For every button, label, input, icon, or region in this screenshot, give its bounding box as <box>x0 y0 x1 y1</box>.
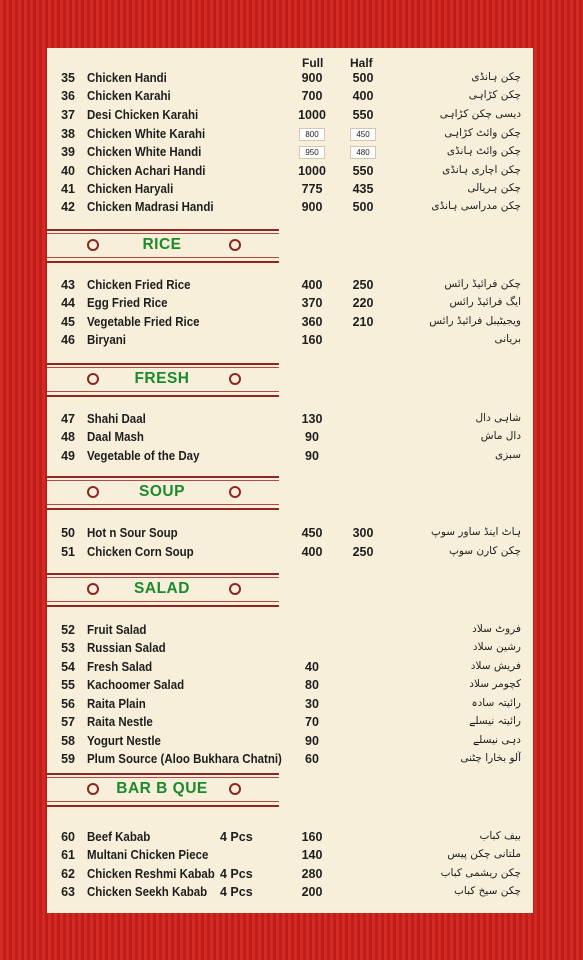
item-number: 49 <box>61 449 75 463</box>
item-pieces: 4 Pcs <box>220 867 253 881</box>
item-name: Chicken Seekh Kabab <box>87 885 208 899</box>
item-name: Desi Chicken Karahi <box>87 108 199 122</box>
menu-item-row[interactable] <box>47 182 533 200</box>
menu-item-row[interactable] <box>47 412 533 430</box>
section-ornament-left <box>87 373 99 385</box>
price-full: 400 <box>301 278 323 292</box>
price-full: 140 <box>301 848 323 862</box>
price-full: 1000 <box>298 108 326 122</box>
section-ornament-right <box>229 239 241 251</box>
item-name: Daal Mash <box>87 430 144 444</box>
section-rule-top-thin <box>47 777 279 778</box>
item-name: Vegetable of the Day <box>87 449 200 463</box>
item-name-urdu: شاہی دال <box>475 412 521 424</box>
item-name: Russian Salad <box>87 641 166 655</box>
item-name: Chicken Corn Soup <box>87 545 194 559</box>
price-half: 400 <box>352 89 374 103</box>
item-number: 45 <box>61 315 75 329</box>
price-full: 40 <box>305 660 319 674</box>
item-name-urdu: ویجیٹیبل فرائیڈ رائس <box>429 315 521 327</box>
item-number: 36 <box>61 89 75 103</box>
section-rule-bottom <box>47 261 279 263</box>
price-full: 1000 <box>298 164 326 178</box>
item-name: Yogurt Nestle <box>87 734 161 748</box>
item-name-urdu: چکن کارن سوپ <box>448 545 521 557</box>
item-name-urdu: چکن ہانڈی <box>471 71 521 83</box>
item-number: 42 <box>61 200 75 214</box>
menu-item-row[interactable] <box>47 545 533 563</box>
item-number: 41 <box>61 182 75 196</box>
menu-item-row[interactable] <box>47 145 533 163</box>
section-header <box>47 570 287 610</box>
item-name: Multani Chicken Piece <box>87 848 209 862</box>
section-rule-top-thin <box>47 233 279 234</box>
section-rule-top-thin <box>47 367 279 368</box>
item-name: Biryani <box>87 333 126 347</box>
item-name-urdu: رائیتہ سادہ <box>471 697 521 709</box>
item-name: Chicken Reshmi Kabab <box>87 867 215 881</box>
item-number: 40 <box>61 164 75 178</box>
item-name-urdu: سبزی <box>495 449 521 461</box>
menu-item-row[interactable] <box>47 715 533 733</box>
item-number: 35 <box>61 71 75 85</box>
item-name-urdu: دہی نیسلے <box>472 734 521 746</box>
price-full: 60 <box>305 752 319 766</box>
item-name-urdu: چکن وائٹ کڑاہی <box>444 127 521 139</box>
section-rule-bottom <box>47 805 279 807</box>
price-full <box>287 145 337 159</box>
item-name: Chicken White Handi <box>87 145 202 159</box>
section-header <box>47 473 287 513</box>
item-number: 53 <box>61 641 75 655</box>
price-full: 370 <box>301 296 323 310</box>
section-rule-bottom <box>47 605 279 607</box>
price-full: 400 <box>301 545 323 559</box>
menu-item-row[interactable] <box>47 734 533 752</box>
menu-item-row[interactable] <box>47 296 533 314</box>
item-number: 59 <box>61 752 75 766</box>
item-name-urdu: چکن مدراسی ہانڈی <box>431 200 521 212</box>
section-ornament-left <box>87 583 99 595</box>
section-rule-top-thin <box>47 577 279 578</box>
item-name-urdu: ایگ فرائیڈ رائس <box>449 296 521 308</box>
item-name-urdu: بریانی <box>494 333 521 345</box>
price-half: 500 <box>352 71 374 85</box>
price-full: 30 <box>305 697 319 711</box>
item-name-urdu: آلو بخارا چٹنی <box>460 752 521 764</box>
price-half-box: 480 <box>350 146 376 159</box>
price-full: 90 <box>305 430 319 444</box>
price-full: 80 <box>305 678 319 692</box>
price-full: 360 <box>301 315 323 329</box>
item-name: Hot n Sour Soup <box>87 526 178 540</box>
section-ornament-right <box>229 583 241 595</box>
section-ornament-left <box>87 239 99 251</box>
price-half: 550 <box>352 164 374 178</box>
item-number: 50 <box>61 526 75 540</box>
column-header-half: Half <box>350 56 373 70</box>
column-header-full: Full <box>302 56 324 70</box>
item-name-urdu: چکن ہریالی <box>467 182 521 194</box>
menu-item-row[interactable] <box>47 526 533 544</box>
item-number: 46 <box>61 333 75 347</box>
menu-item-row[interactable] <box>47 108 533 126</box>
item-name: Shahi Daal <box>87 412 146 426</box>
section-rule-bottom <box>47 395 279 397</box>
item-name-urdu: چکن ریشمی کباب <box>440 867 521 879</box>
price-half: 550 <box>352 108 374 122</box>
section-header <box>47 360 287 400</box>
item-name-urdu: چکن سیخ کباب <box>454 885 521 897</box>
item-number: 54 <box>61 660 75 674</box>
price-half: 435 <box>352 182 374 196</box>
item-name-urdu: چکن وائٹ ہانڈی <box>446 145 521 157</box>
item-name: Chicken Achari Handi <box>87 164 206 178</box>
price-half <box>337 127 389 141</box>
menu-item-row[interactable] <box>47 678 533 696</box>
section-title: BAR B QUE <box>116 780 208 797</box>
item-number: 48 <box>61 430 75 444</box>
menu-item-row[interactable] <box>47 200 533 218</box>
price-half: 250 <box>352 545 374 559</box>
item-name: Chicken Handi <box>87 71 167 85</box>
section-rule-bottom-thin <box>47 504 279 505</box>
item-name-urdu: فروٹ سلاد <box>472 623 521 635</box>
price-full-box: 950 <box>299 146 325 159</box>
menu-item-row[interactable] <box>47 660 533 678</box>
item-name-urdu: چکن فرائیڈ رائس <box>444 278 521 290</box>
item-name: Fruit Salad <box>87 623 147 637</box>
price-full: 900 <box>301 71 323 85</box>
item-name: Kachoomer Salad <box>87 678 185 692</box>
price-full: 280 <box>301 867 323 881</box>
menu-item-row[interactable] <box>47 867 533 885</box>
price-half: 220 <box>352 296 374 310</box>
menu-item-row[interactable] <box>47 71 533 89</box>
item-number: 56 <box>61 697 75 711</box>
section-title: SALAD <box>134 580 190 597</box>
section-rule-top <box>47 573 279 575</box>
item-pieces: 4 Pcs <box>220 830 253 844</box>
price-half: 500 <box>352 200 374 214</box>
item-name: Chicken White Karahi <box>87 127 206 141</box>
price-full: 90 <box>305 449 319 463</box>
item-name: Plum Source (Aloo Bukhara Chatni) <box>87 752 282 766</box>
menu-item-row[interactable] <box>47 885 533 903</box>
section-ornament-right <box>229 373 241 385</box>
item-number: 55 <box>61 678 75 692</box>
section-rule-top <box>47 363 279 365</box>
section-title: FRESH <box>134 370 190 387</box>
item-name: Chicken Madrasi Handi <box>87 200 214 214</box>
menu-item-row[interactable] <box>47 333 533 351</box>
price-full: 200 <box>301 885 323 899</box>
section-rule-bottom <box>47 508 279 510</box>
section-ornament-left <box>87 486 99 498</box>
item-name-urdu: رائیتہ نیسلے <box>469 715 521 727</box>
item-name-urdu: رشین سلاد <box>472 641 521 653</box>
item-name: Chicken Karahi <box>87 89 171 103</box>
menu-item-row[interactable] <box>47 164 533 182</box>
item-number: 51 <box>61 545 75 559</box>
price-full: 775 <box>301 182 323 196</box>
item-name-urdu: دیسی چکن کڑاہی <box>439 108 521 120</box>
item-name-urdu: دال ماش <box>480 430 521 442</box>
price-half <box>337 145 389 159</box>
item-name: Fresh Salad <box>87 660 153 674</box>
menu-item-row[interactable] <box>47 315 533 333</box>
menu-item-row[interactable] <box>47 697 533 715</box>
item-name-urdu: چکن اچاری ہانڈی <box>442 164 521 176</box>
section-header <box>47 770 287 810</box>
section-title: RICE <box>142 236 182 253</box>
item-name: Vegetable Fried Rice <box>87 315 200 329</box>
section-rule-bottom-thin <box>47 257 279 258</box>
price-half: 300 <box>352 526 374 540</box>
menu-item-row[interactable] <box>47 830 533 848</box>
price-full: 900 <box>301 200 323 214</box>
price-full: 70 <box>305 715 319 729</box>
item-number: 62 <box>61 867 75 881</box>
menu-item-row[interactable] <box>47 127 533 145</box>
section-header <box>47 226 287 266</box>
price-full: 700 <box>301 89 323 103</box>
price-full: 160 <box>301 333 323 347</box>
section-ornament-right <box>229 486 241 498</box>
section-rule-bottom-thin <box>47 601 279 602</box>
item-name-urdu: بیف کباب <box>479 830 521 842</box>
menu-item-row[interactable] <box>47 449 533 467</box>
section-title: SOUP <box>139 483 185 500</box>
menu-panel <box>47 48 533 913</box>
section-rule-top <box>47 229 279 231</box>
menu-item-row[interactable] <box>47 89 533 107</box>
item-number: 60 <box>61 830 75 844</box>
price-half: 250 <box>352 278 374 292</box>
item-name: Chicken Haryali <box>87 182 174 196</box>
item-name-urdu: ہاٹ اینڈ ساور سوپ <box>430 526 521 538</box>
item-number: 47 <box>61 412 75 426</box>
item-name-urdu: فریش سلاد <box>470 660 521 672</box>
item-number: 57 <box>61 715 75 729</box>
price-full <box>287 127 337 141</box>
section-rule-bottom-thin <box>47 801 279 802</box>
item-name: Raita Nestle <box>87 715 153 729</box>
price-full: 450 <box>301 526 323 540</box>
section-ornament-left <box>87 783 99 795</box>
item-number: 43 <box>61 278 75 292</box>
item-number: 52 <box>61 623 75 637</box>
menu-item-row[interactable] <box>47 641 533 659</box>
price-half: 210 <box>352 315 374 329</box>
menu-item-row[interactable] <box>47 278 533 296</box>
item-name: Beef Kabab <box>87 830 151 844</box>
item-name-urdu: چکن کڑاہی <box>468 89 521 101</box>
section-ornament-right <box>229 783 241 795</box>
item-name-urdu: کچومر سلاد <box>469 678 521 690</box>
price-full-box: 800 <box>299 128 325 141</box>
price-full: 160 <box>301 830 323 844</box>
section-rule-top <box>47 773 279 775</box>
item-name: Egg Fried Rice <box>87 296 168 310</box>
section-rule-top <box>47 476 279 478</box>
item-number: 37 <box>61 108 75 122</box>
item-number: 63 <box>61 885 75 899</box>
item-pieces: 4 Pcs <box>220 885 253 899</box>
menu-item-row[interactable] <box>47 848 533 866</box>
item-name: Chicken Fried Rice <box>87 278 191 292</box>
price-full: 90 <box>305 734 319 748</box>
item-number: 38 <box>61 127 75 141</box>
price-full: 130 <box>301 412 323 426</box>
item-number: 61 <box>61 848 75 862</box>
section-rule-bottom-thin <box>47 391 279 392</box>
item-number: 44 <box>61 296 75 310</box>
menu-item-row[interactable] <box>47 623 533 641</box>
item-number: 58 <box>61 734 75 748</box>
item-name-urdu: ملتانی چکن پیس <box>447 848 521 860</box>
section-rule-top-thin <box>47 480 279 481</box>
item-name: Raita Plain <box>87 697 146 711</box>
price-half-box: 450 <box>350 128 376 141</box>
menu-item-row[interactable] <box>47 752 533 770</box>
menu-item-row[interactable] <box>47 430 533 448</box>
item-number: 39 <box>61 145 75 159</box>
